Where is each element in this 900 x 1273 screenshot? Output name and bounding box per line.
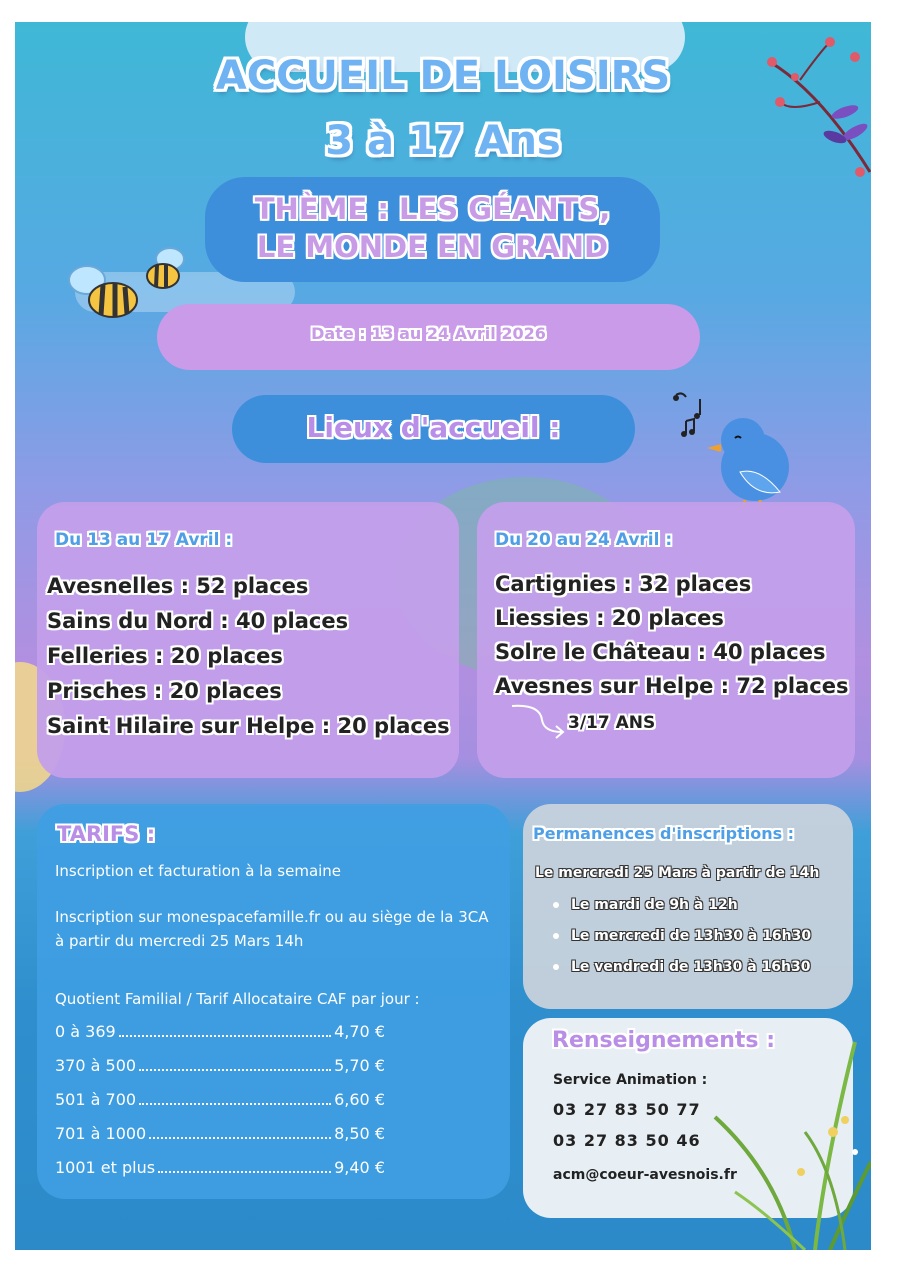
service-label: Service Animation : [553, 1072, 708, 1088]
table-row [55, 1158, 385, 1192]
list-item: Felleries : 20 places [47, 644, 283, 668]
week2-heading: Du 20 au 24 Avril : [495, 530, 673, 550]
email-link[interactable]: acm@coeur-avesnois.fr [553, 1167, 737, 1183]
table-row [55, 1056, 385, 1090]
tarifs-line1: Inscription et facturation à la semaine [55, 862, 342, 880]
list-item: Prisches : 20 places [47, 679, 282, 703]
dot-leader [158, 1171, 331, 1173]
table-row [55, 1022, 385, 1056]
price-cell: 8,50 € [334, 1124, 385, 1143]
bullet-icon [553, 902, 559, 908]
permanences-heading: Permanences d'inscriptions : [533, 824, 795, 843]
phone-number[interactable]: 03 27 83 50 77 [553, 1100, 701, 1119]
bird-icon [705, 412, 800, 512]
price-cell: 9,40 € [334, 1158, 385, 1177]
table-row [55, 1090, 385, 1124]
bullet-icon [553, 964, 559, 970]
week1-heading: Du 13 au 17 Avril : [55, 530, 233, 550]
age-note: 3/17 ANS [568, 713, 656, 733]
price-cell: 6,60 € [334, 1090, 385, 1109]
phone-number[interactable]: 03 27 83 50 46 [553, 1131, 701, 1150]
age-range-title: 3 à 17 Ans [325, 118, 561, 164]
qf-header: Quotient Familial / Tarif Allocataire CAF par jour : [55, 990, 420, 1008]
lieux-heading: Lieux d'accueil : [306, 411, 561, 444]
bee-icon [135, 244, 190, 294]
range-cell: 701 à 1000 [55, 1124, 147, 1143]
dot-leader [149, 1137, 331, 1139]
theme-line1: THÈME : LES GÉANTS, [254, 192, 611, 226]
list-item: Liessies : 20 places [495, 606, 724, 630]
list-item: Sains du Nord : 40 places [47, 609, 349, 633]
range-cell: 0 à 369 [55, 1022, 116, 1041]
permanences-intro: Le mercredi 25 Mars à partir de 14h [535, 865, 820, 881]
list-item: Cartignies : 32 places [495, 572, 752, 596]
price-cell: 4,70 € [334, 1022, 385, 1041]
lieux-banner [232, 395, 635, 463]
dot-leader [139, 1103, 331, 1105]
bee-icon [65, 262, 145, 322]
tarif-table [55, 1022, 385, 1192]
list-item: Avesnelles : 52 places [47, 574, 309, 598]
page-title: ACCUEIL DE LOISIRS [215, 53, 671, 99]
range-cell: 1001 et plus [55, 1158, 156, 1177]
tarifs-heading: TARIFS : [57, 822, 156, 846]
dot-leader [119, 1035, 331, 1037]
bullet-icon [553, 933, 559, 939]
week1-list [47, 569, 450, 744]
theme-line2: LE MONDE EN GRAND [256, 230, 609, 264]
week2-list [495, 567, 849, 703]
list-item: Le vendredi de 13h30 à 16h30 [553, 956, 811, 987]
range-cell: 370 à 500 [55, 1056, 137, 1075]
renseignements-heading: Renseignements : [552, 1028, 775, 1053]
list-item: Solre le Château : 40 places [495, 640, 826, 664]
permanences-list [553, 894, 811, 987]
arrow-icon [510, 702, 570, 742]
list-item: Le mardi de 9h à 12h [553, 894, 811, 925]
poster [15, 22, 871, 1250]
event-date: Date : 13 au 24 Avril 2026 [311, 324, 546, 343]
list-item: Saint Hilaire sur Helpe : 20 places [47, 714, 450, 738]
date-banner [157, 304, 700, 370]
range-cell: 501 à 700 [55, 1090, 137, 1109]
list-item: Le mercredi de 13h30 à 16h30 [553, 925, 811, 956]
price-cell: 5,70 € [334, 1056, 385, 1075]
grass-decoration [705, 1022, 871, 1250]
theme-banner [205, 177, 660, 282]
tarifs-line2: Inscription sur monespacefamille.fr ou au siège de la 3CA à partir du mercredi 25 Mars 14h [55, 908, 489, 950]
table-row [55, 1124, 385, 1158]
list-item: Avesnes sur Helpe : 72 places [495, 674, 849, 698]
dot-leader [139, 1069, 331, 1071]
